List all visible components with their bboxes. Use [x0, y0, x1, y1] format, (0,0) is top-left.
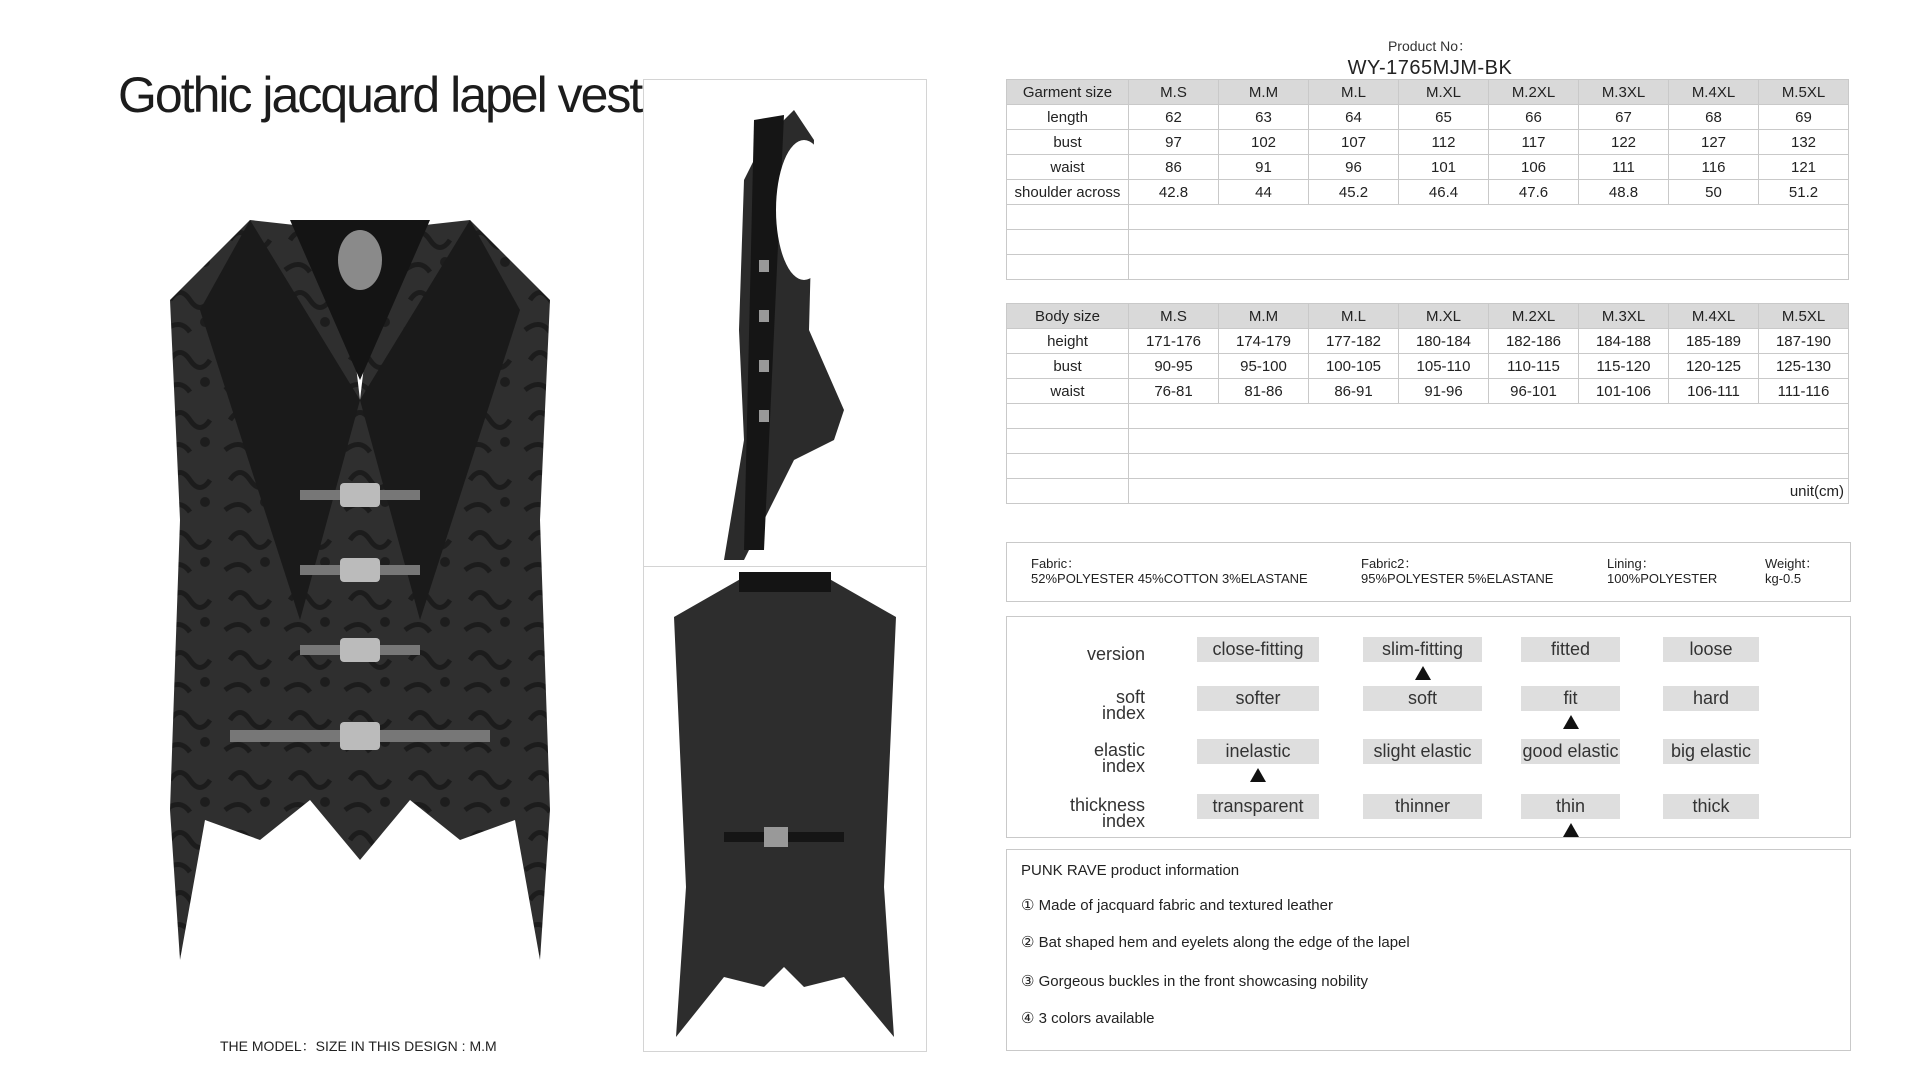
table-cell: 184-188 — [1579, 329, 1669, 354]
product-number-label: Product No： — [1387, 38, 1473, 54]
product-number-header — [1250, 36, 1610, 80]
table-row — [1007, 130, 1849, 155]
table-blank-cell — [1129, 205, 1849, 230]
table-row-label: waist — [1007, 379, 1129, 404]
table-cell: 105-110 — [1399, 354, 1489, 379]
table-blank-cell — [1007, 255, 1129, 280]
table-header-cell: M.XL — [1399, 80, 1489, 105]
thickness-option: thick — [1663, 794, 1759, 819]
soft-index-row — [1007, 674, 1850, 724]
fabric-entry — [1031, 556, 1308, 586]
table-header-cell: M.5XL — [1759, 304, 1849, 329]
table-blank-cell — [1007, 429, 1129, 454]
table-blank-cell — [1007, 479, 1129, 504]
table-header-row — [1007, 80, 1849, 105]
version-row — [1007, 625, 1850, 675]
table-cell: 102 — [1219, 130, 1309, 155]
table-cell: 177-182 — [1309, 329, 1399, 354]
table-cell: 174-179 — [1219, 329, 1309, 354]
soft-option: fit — [1521, 686, 1620, 711]
list-item: ② Bat shaped hem and eyelets along the edge of the lapel — [1021, 934, 1410, 951]
table-row-label: bust — [1007, 130, 1129, 155]
attr-label-line: elastic — [1093, 740, 1145, 760]
table-cell: 182-186 — [1489, 329, 1579, 354]
table-blank-row — [1007, 205, 1849, 230]
table-row-label: length — [1007, 105, 1129, 130]
selected-marker-icon — [1250, 768, 1266, 782]
table-cell: 125-130 — [1759, 354, 1849, 379]
table-cell: 66 — [1489, 105, 1579, 130]
thickness-index-row — [1007, 782, 1850, 832]
list-item: ③ Gorgeous buckles in the front showcasing nobility — [1021, 973, 1368, 990]
table-cell: 46.4 — [1399, 180, 1489, 205]
fabric-value: 52%POLYESTER 45%COTTON 3%ELASTANE — [1031, 571, 1308, 586]
table-cell: 106-111 — [1669, 379, 1759, 404]
list-item: ④ 3 colors available — [1021, 1010, 1155, 1027]
vest-side-photo — [643, 79, 927, 567]
table-blank-row — [1007, 404, 1849, 429]
table-row — [1007, 379, 1849, 404]
elastic-index-label — [1094, 742, 1145, 774]
elastic-option: good elastic — [1521, 739, 1620, 764]
table-cell: 51.2 — [1759, 180, 1849, 205]
table-blank-cell — [1007, 205, 1129, 230]
table-blank-cell — [1007, 454, 1129, 479]
soft-option: softer — [1197, 686, 1319, 711]
fabric-label: Fabric： — [1031, 556, 1081, 571]
table-cell: 120-125 — [1669, 354, 1759, 379]
elastic-option: inelastic — [1197, 739, 1319, 764]
table-cell: 62 — [1129, 105, 1219, 130]
table-header-cell: M.4XL — [1669, 80, 1759, 105]
table-cell: 111 — [1579, 155, 1669, 180]
attribute-scales — [1006, 616, 1851, 838]
weight-value: kg-0.5 — [1765, 571, 1802, 586]
table-cell: 122 — [1579, 130, 1669, 155]
table-header-cell: M.5XL — [1759, 80, 1849, 105]
vest-back-photo — [643, 566, 927, 1052]
thickness-option: thin — [1521, 794, 1620, 819]
table-cell: 86-91 — [1309, 379, 1399, 404]
lining-label: Lining： — [1607, 556, 1655, 571]
table-cell: 115-120 — [1579, 354, 1669, 379]
table-cell: 187-190 — [1759, 329, 1849, 354]
thickness-option: transparent — [1197, 794, 1319, 819]
elastic-option: big elastic — [1663, 739, 1759, 764]
table-cell: 127 — [1669, 130, 1759, 155]
attr-label-line: thickness — [1069, 795, 1145, 815]
garment-size-table — [1006, 79, 1849, 280]
table-cell: 63 — [1219, 105, 1309, 130]
fabric2-label: Fabric2： — [1361, 556, 1418, 571]
table-cell: 81-86 — [1219, 379, 1309, 404]
fabric2-entry — [1361, 556, 1553, 586]
table-cell: 117 — [1489, 130, 1579, 155]
table-cell: 86 — [1129, 155, 1219, 180]
table-cell: 64 — [1309, 105, 1399, 130]
attr-label-line: version — [1086, 644, 1145, 664]
table-cell: 110-115 — [1489, 354, 1579, 379]
info-title: PUNK RAVE product information — [1021, 862, 1240, 879]
table-cell: 47.6 — [1489, 180, 1579, 205]
table-cell: 185-189 — [1669, 329, 1759, 354]
table-header-cell: M.XL — [1399, 304, 1489, 329]
table-cell: 111-116 — [1759, 379, 1849, 404]
table-blank-cell — [1129, 255, 1849, 280]
table-header-cell: M.4XL — [1669, 304, 1759, 329]
table-cell: 91 — [1219, 155, 1309, 180]
table-row-label: bust — [1007, 354, 1129, 379]
version-option: loose — [1663, 637, 1759, 662]
thickness-index-label — [1070, 797, 1145, 829]
table-cell: 101 — [1399, 155, 1489, 180]
table-cell: 132 — [1759, 130, 1849, 155]
attr-label-line: index — [1101, 811, 1145, 831]
table-header-cell: M.M — [1219, 80, 1309, 105]
soft-option: soft — [1363, 686, 1482, 711]
table-cell: 91-96 — [1399, 379, 1489, 404]
model-caption: THE MODEL：SIZE IN THIS DESIGN : M.M — [220, 1038, 497, 1054]
selected-marker-icon — [1563, 823, 1579, 837]
table-cell: 42.8 — [1129, 180, 1219, 205]
table-header-cell: M.3XL — [1579, 80, 1669, 105]
fabric2-value: 95%POLYESTER 5%ELASTANE — [1361, 571, 1554, 586]
table-header-cell: M.L — [1309, 304, 1399, 329]
table-row — [1007, 354, 1849, 379]
table-header-cell: M.2XL — [1489, 80, 1579, 105]
table-cell: 121 — [1759, 155, 1849, 180]
table-header-cell: M.3XL — [1579, 304, 1669, 329]
version-label — [1087, 646, 1145, 662]
table-row-label: waist — [1007, 155, 1129, 180]
table-header-cell: Garment size — [1007, 80, 1129, 105]
soft-index-label — [1102, 689, 1145, 721]
table-header-cell: M.S — [1129, 304, 1219, 329]
soft-option: hard — [1663, 686, 1759, 711]
table-cell: 65 — [1399, 105, 1489, 130]
table-header-row — [1007, 304, 1849, 329]
version-option: fitted — [1521, 637, 1620, 662]
thickness-option: thinner — [1363, 794, 1482, 819]
table-cell: 180-184 — [1399, 329, 1489, 354]
table-header-cell: Body size — [1007, 304, 1129, 329]
table-blank-cell — [1129, 454, 1849, 479]
table-blank-row — [1007, 454, 1849, 479]
product-info — [1006, 849, 1851, 1051]
attr-label-line: index — [1101, 756, 1145, 776]
table-cell: 97 — [1129, 130, 1219, 155]
table-blank-cell — [1129, 429, 1849, 454]
unit-label: unit(cm) — [1129, 479, 1849, 504]
table-blank-row — [1007, 429, 1849, 454]
table-cell: 90-95 — [1129, 354, 1219, 379]
vest-front-photo — [160, 220, 560, 970]
table-cell: 101-106 — [1579, 379, 1669, 404]
table-cell: 106 — [1489, 155, 1579, 180]
fabric-info — [1006, 542, 1851, 602]
table-cell: 107 — [1309, 130, 1399, 155]
attr-label-line: index — [1101, 703, 1145, 723]
table-blank-cell — [1129, 230, 1849, 255]
elastic-option: slight elastic — [1363, 739, 1482, 764]
table-cell: 96 — [1309, 155, 1399, 180]
table-cell: 100-105 — [1309, 354, 1399, 379]
table-blank-cell — [1007, 404, 1129, 429]
lining-entry — [1607, 556, 1717, 586]
table-row-label: height — [1007, 329, 1129, 354]
table-cell: 76-81 — [1129, 379, 1219, 404]
product-number: WY-1765MJM-BK — [1347, 57, 1513, 79]
table-blank-row — [1007, 230, 1849, 255]
table-blank-row — [1007, 255, 1849, 280]
attr-label-line: soft — [1115, 687, 1145, 707]
table-cell: 96-101 — [1489, 379, 1579, 404]
version-option: close-fitting — [1197, 637, 1319, 662]
table-header-cell: M.2XL — [1489, 304, 1579, 329]
table-row — [1007, 180, 1849, 205]
table-header-cell: M.L — [1309, 80, 1399, 105]
table-cell: 67 — [1579, 105, 1669, 130]
table-cell: 112 — [1399, 130, 1489, 155]
table-cell: 171-176 — [1129, 329, 1219, 354]
table-cell: 44 — [1219, 180, 1309, 205]
table-blank-cell — [1007, 230, 1129, 255]
table-header-cell: M.S — [1129, 80, 1219, 105]
table-cell: 48.8 — [1579, 180, 1669, 205]
table-row — [1007, 155, 1849, 180]
table-unit-row — [1007, 479, 1849, 504]
table-row — [1007, 105, 1849, 130]
table-row — [1007, 329, 1849, 354]
table-cell: 45.2 — [1309, 180, 1399, 205]
table-row-label: shoulder across — [1007, 180, 1129, 205]
table-blank-cell — [1129, 404, 1849, 429]
body-size-table — [1006, 303, 1849, 504]
table-cell: 69 — [1759, 105, 1849, 130]
weight-label: Weight： — [1765, 556, 1819, 571]
table-header-cell: M.M — [1219, 304, 1309, 329]
table-cell: 50 — [1669, 180, 1759, 205]
weight-entry — [1765, 556, 1818, 586]
table-cell: 95-100 — [1219, 354, 1309, 379]
table-cell: 68 — [1669, 105, 1759, 130]
table-cell: 116 — [1669, 155, 1759, 180]
version-option: slim-fitting — [1363, 637, 1482, 662]
lining-value: 100%POLYESTER — [1607, 571, 1718, 586]
list-item: ① Made of jacquard fabric and textured leather — [1021, 897, 1333, 914]
product-title: Gothic jacquard lapel vest — [118, 67, 642, 123]
elastic-index-row — [1007, 727, 1850, 777]
